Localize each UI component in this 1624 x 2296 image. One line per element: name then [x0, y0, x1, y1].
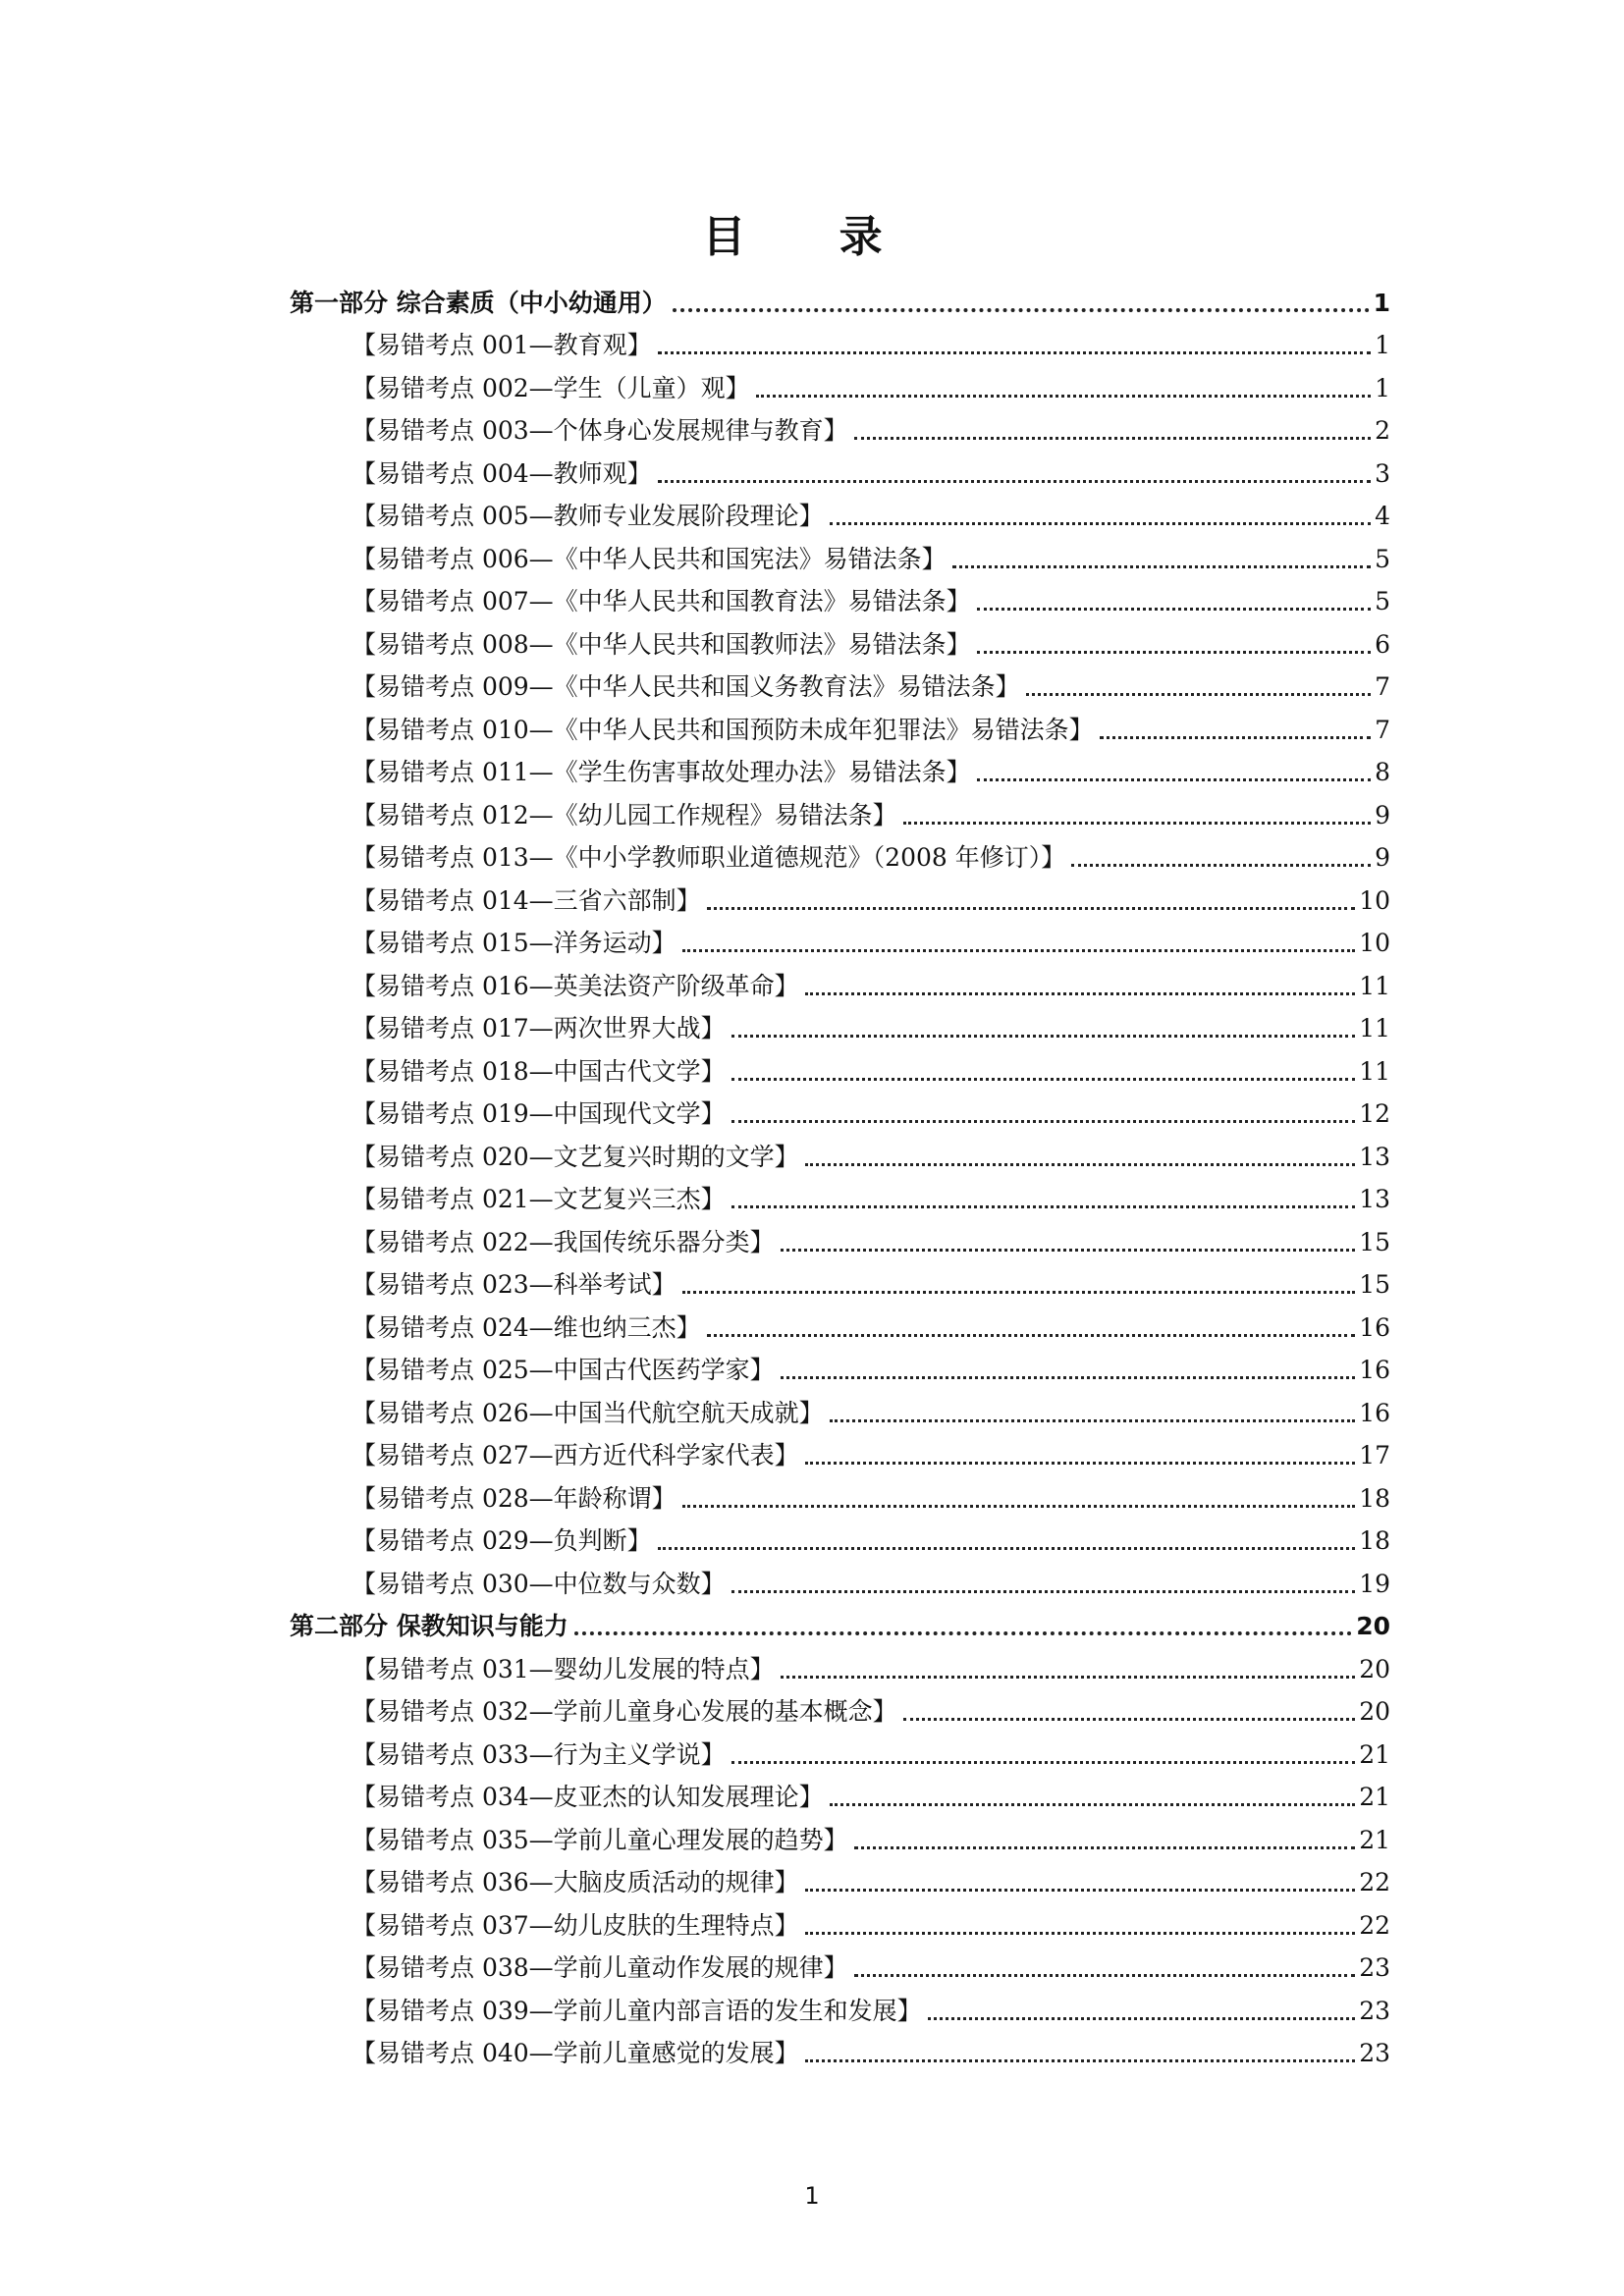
toc-entry-label: 【易错考点 015—洋务运动】: [352, 929, 677, 957]
toc-entry-label: 【易错考点 004—教师观】: [352, 458, 652, 488]
toc-entry-page: 13: [1359, 1185, 1390, 1213]
toc-dot-leader: [781, 1376, 1356, 1379]
toc-dot-leader: [977, 608, 1371, 611]
toc-entry-page: 22: [1359, 1910, 1390, 1940]
toc-dot-leader: [658, 480, 1371, 483]
toc-entry-label: 【易错考点 027—西方近代科学家代表】: [352, 1441, 799, 1469]
toc-entry[interactable]: [352, 923, 1390, 966]
toc-entry-page: 15: [1359, 1227, 1390, 1256]
toc-dot-leader: [1100, 736, 1371, 739]
toc-dot-leader: [731, 1590, 1356, 1593]
toc-entry-page: 15: [1359, 1270, 1390, 1299]
toc-entry[interactable]: [352, 752, 1390, 795]
toc-entry[interactable]: [352, 880, 1390, 923]
toc-entry-page: 17: [1359, 1441, 1390, 1469]
toc-entry-page: 6: [1375, 629, 1390, 659]
toc-entry-label: 【易错考点 035—学前儿童心理发展的趋势】: [352, 1825, 848, 1854]
toc-entry-label: 第二部分 保教知识与能力: [290, 1612, 568, 1640]
toc-entry-page: 1: [1375, 373, 1390, 402]
toc-dot-leader: [903, 822, 1371, 825]
toc-entry-label: 【易错考点 032—学前儿童身心发展的基本概念】: [352, 1697, 897, 1726]
toc-dot-leader: [731, 1120, 1356, 1123]
toc-entry[interactable]: [352, 496, 1390, 539]
toc-entry-label: 【易错考点 037—幼儿皮肤的生理特点】: [352, 1910, 799, 1940]
toc-entry[interactable]: [352, 1862, 1390, 1905]
toc-entry[interactable]: [352, 1948, 1390, 1991]
toc-entry-page: 1: [1373, 288, 1390, 317]
toc-entry-page: 22: [1359, 1868, 1390, 1896]
toc-entry[interactable]: [352, 453, 1390, 496]
toc-entry[interactable]: [352, 1179, 1390, 1222]
toc-entry[interactable]: [352, 1734, 1390, 1777]
page-number: 1: [804, 2182, 820, 2210]
toc-entry[interactable]: [352, 1563, 1390, 1606]
toc-entry-label: 【易错考点 030—中位数与众数】: [352, 1569, 726, 1598]
toc-entry-page: 12: [1359, 1099, 1390, 1128]
toc-entry-page: 10: [1359, 929, 1390, 957]
toc-entry[interactable]: [352, 794, 1390, 837]
toc-entry[interactable]: [352, 1008, 1390, 1051]
toc-entry-page: 23: [1359, 1996, 1390, 2025]
toc-entry-page: 21: [1359, 1783, 1390, 1811]
toc-dot-leader: [781, 1676, 1356, 1679]
toc-dot-leader: [682, 949, 1356, 952]
toc-dot-leader: [805, 1462, 1356, 1465]
toc-entry[interactable]: [352, 667, 1390, 710]
toc-entry[interactable]: [352, 1819, 1390, 1862]
toc-entry[interactable]: [352, 1477, 1390, 1521]
toc-entry[interactable]: [352, 1990, 1390, 2033]
toc-entry-page: 7: [1375, 715, 1390, 744]
toc-entry[interactable]: [352, 1307, 1390, 1350]
toc-entry-label: 【易错考点 011—《学生伤害事故处理办法》易错法条】: [352, 758, 971, 786]
toc-entry-label: 【易错考点 033—行为主义学说】: [352, 1739, 726, 1769]
toc-entry-label: 【易错考点 016—英美法资产阶级革命】: [352, 971, 799, 1000]
toc-entry[interactable]: [352, 1094, 1390, 1137]
toc-entry-page: 16: [1359, 1312, 1390, 1342]
toc-entry-page: 21: [1359, 1825, 1390, 1854]
toc-entry-label: 【易错考点 013—《中小学教师职业道德规范》（2008 年修订）】: [352, 843, 1066, 872]
toc-entry[interactable]: [352, 837, 1390, 881]
toc-entry-page: 9: [1375, 843, 1390, 872]
toc-entry[interactable]: [352, 965, 1390, 1008]
toc-entry[interactable]: [352, 1350, 1390, 1393]
toc-dot-leader: [1071, 864, 1371, 867]
toc-dot-leader: [805, 2059, 1356, 2062]
toc-entry-page: 8: [1375, 758, 1390, 786]
toc-entry-label: 【易错考点 023—科举考试】: [352, 1270, 677, 1299]
toc-entry-page: 20: [1356, 1612, 1390, 1640]
toc-dot-leader: [781, 1249, 1356, 1252]
toc-entry-label: 【易错考点 029—负判断】: [352, 1526, 652, 1555]
toc-dot-leader: [731, 1205, 1356, 1208]
toc-entry-page: 23: [1359, 1953, 1390, 1982]
toc-section-entry[interactable]: [290, 1606, 1390, 1649]
toc-entry-label: 【易错考点 021—文艺复兴三杰】: [352, 1185, 726, 1213]
toc-entry-page: 2: [1375, 416, 1390, 445]
toc-entry-label: 【易错考点 007—《中华人民共和国教育法》易错法条】: [352, 587, 971, 615]
toc-entry-page: 3: [1375, 458, 1390, 488]
toc-dot-leader: [928, 2017, 1356, 2020]
toc-entry-label: 【易错考点 001—教育观】: [352, 331, 652, 359]
toc-entry-page: 16: [1359, 1398, 1390, 1427]
toc-entry-page: 7: [1375, 672, 1390, 701]
toc-dot-leader: [731, 1078, 1356, 1081]
toc-dot-leader: [805, 992, 1356, 995]
toc-entry[interactable]: [352, 709, 1390, 752]
toc-dot-leader: [830, 1419, 1356, 1422]
table-of-contents: [0, 282, 1624, 2075]
toc-entry-label: 【易错考点 028—年龄称谓】: [352, 1483, 677, 1513]
toc-dot-leader: [977, 778, 1371, 781]
toc-entry[interactable]: [352, 1221, 1390, 1264]
toc-dot-leader: [903, 1718, 1356, 1721]
toc-dot-leader: [805, 1889, 1356, 1892]
toc-entry-label: 【易错考点 017—两次世界大战】: [352, 1014, 726, 1042]
toc-entry-page: 1: [1375, 331, 1390, 359]
toc-entry-label: 【易错考点 036—大脑皮质活动的规律】: [352, 1868, 799, 1896]
toc-dot-leader: [658, 1547, 1356, 1550]
toc-entry-label: 【易错考点 018—中国古代文学】: [352, 1056, 726, 1086]
toc-entry-page: 23: [1359, 2039, 1390, 2067]
toc-entry[interactable]: [352, 1904, 1390, 1948]
toc-dot-leader: [854, 1974, 1356, 1977]
toc-entry-page: 18: [1359, 1483, 1390, 1513]
toc-entry[interactable]: [352, 410, 1390, 454]
toc-entry[interactable]: [352, 1050, 1390, 1094]
toc-dot-leader: [977, 651, 1371, 654]
toc-entry[interactable]: [352, 2033, 1390, 2076]
toc-entry-page: 18: [1359, 1526, 1390, 1555]
toc-dot-leader: [805, 1932, 1356, 1935]
toc-entry-label: 【易错考点 005—教师专业发展阶段理论】: [352, 502, 824, 530]
toc-entry-page: 21: [1359, 1739, 1390, 1769]
toc-entry-label: 【易错考点 008—《中华人民共和国教师法》易错法条】: [352, 629, 971, 659]
toc-entry-label: 【易错考点 012—《幼儿园工作规程》易错法条】: [352, 800, 897, 829]
toc-entry[interactable]: [352, 538, 1390, 581]
toc-entry-label: 【易错考点 039—学前儿童内部言语的发生和发展】: [352, 1996, 922, 2025]
toc-entry-label: 【易错考点 040—学前儿童感觉的发展】: [352, 2039, 799, 2067]
toc-dot-leader: [673, 308, 1370, 312]
toc-entry-label: 【易错考点 002—学生（儿童）观】: [352, 373, 750, 402]
toc-section-entry[interactable]: [290, 282, 1390, 325]
toc-entry-label: 【易错考点 031—婴幼儿发展的特点】: [352, 1654, 775, 1683]
toc-entry-label: 【易错考点 024—维也纳三杰】: [352, 1312, 701, 1342]
toc-entry[interactable]: [352, 623, 1390, 667]
toc-entry-label: 【易错考点 025—中国古代医药学家】: [352, 1356, 775, 1384]
toc-dot-leader: [854, 437, 1371, 440]
toc-dot-leader: [830, 1803, 1356, 1806]
toc-entry-label: 【易错考点 038—学前儿童动作发展的规律】: [352, 1953, 848, 1982]
toc-dot-leader: [658, 351, 1371, 354]
toc-entry-page: 11: [1359, 1014, 1390, 1042]
toc-entry-label: 【易错考点 009—《中华人民共和国义务教育法》易错法条】: [352, 672, 1020, 701]
toc-dot-leader: [854, 1846, 1356, 1849]
toc-dot-leader: [731, 1035, 1356, 1038]
toc-entry-label: 【易错考点 034—皮亚杰的认知发展理论】: [352, 1783, 824, 1811]
toc-entry[interactable]: [352, 1136, 1390, 1179]
toc-entry-label: 【易错考点 010—《中华人民共和国预防未成年犯罪法》易错法条】: [352, 715, 1094, 744]
toc-entry-label: 【易错考点 022—我国传统乐器分类】: [352, 1227, 775, 1256]
toc-entry[interactable]: [352, 581, 1390, 624]
toc-dot-leader: [707, 907, 1356, 910]
toc-entry-page: 5: [1375, 544, 1390, 573]
toc-entry-label: 【易错考点 003—个体身心发展规律与教育】: [352, 416, 848, 445]
toc-entry-label: 第一部分 综合素质（中小幼通用）: [290, 288, 667, 317]
toc-entry-label: 【易错考点 006—《中华人民共和国宪法》易错法条】: [352, 544, 947, 573]
toc-entry[interactable]: [352, 1648, 1390, 1691]
toc-entry-label: 【易错考点 026—中国当代航空航天成就】: [352, 1398, 824, 1427]
page-title: 目 录: [702, 212, 922, 262]
toc-entry[interactable]: [352, 1264, 1390, 1308]
toc-entry-page: 5: [1375, 587, 1390, 615]
toc-entry-page: 13: [1359, 1142, 1390, 1171]
toc-entry-page: 9: [1375, 800, 1390, 829]
toc-dot-leader: [830, 522, 1371, 525]
toc-entry-page: 16: [1359, 1356, 1390, 1384]
toc-dot-leader: [731, 1761, 1356, 1764]
toc-entry-label: 【易错考点 019—中国现代文学】: [352, 1099, 726, 1128]
toc-entry-page: 11: [1359, 971, 1390, 1000]
toc-entry[interactable]: [352, 1691, 1390, 1735]
toc-dot-leader: [952, 565, 1371, 568]
toc-dot-leader: [682, 1291, 1356, 1294]
toc-entry[interactable]: [352, 1777, 1390, 1820]
toc-dot-leader: [707, 1334, 1356, 1337]
toc-entry[interactable]: [352, 367, 1390, 410]
toc-entry[interactable]: [352, 325, 1390, 368]
toc-entry[interactable]: [352, 1435, 1390, 1478]
toc-dot-leader: [682, 1505, 1356, 1508]
toc-dot-leader: [805, 1163, 1356, 1166]
toc-entry-page: 19: [1359, 1569, 1390, 1598]
toc-entry-page: 11: [1359, 1056, 1390, 1086]
toc-dot-leader: [574, 1631, 1352, 1635]
toc-dot-leader: [1026, 693, 1371, 696]
toc-entry-page: 4: [1375, 502, 1390, 530]
toc-entry-label: 【易错考点 014—三省六部制】: [352, 885, 701, 915]
toc-entry-page: 20: [1359, 1697, 1390, 1726]
toc-entry[interactable]: [352, 1392, 1390, 1435]
toc-entry-page: 10: [1359, 885, 1390, 915]
toc-entry-label: 【易错考点 020—文艺复兴时期的文学】: [352, 1142, 799, 1171]
toc-dot-leader: [756, 395, 1371, 398]
toc-entry[interactable]: [352, 1521, 1390, 1564]
toc-entry-page: 20: [1359, 1654, 1390, 1683]
